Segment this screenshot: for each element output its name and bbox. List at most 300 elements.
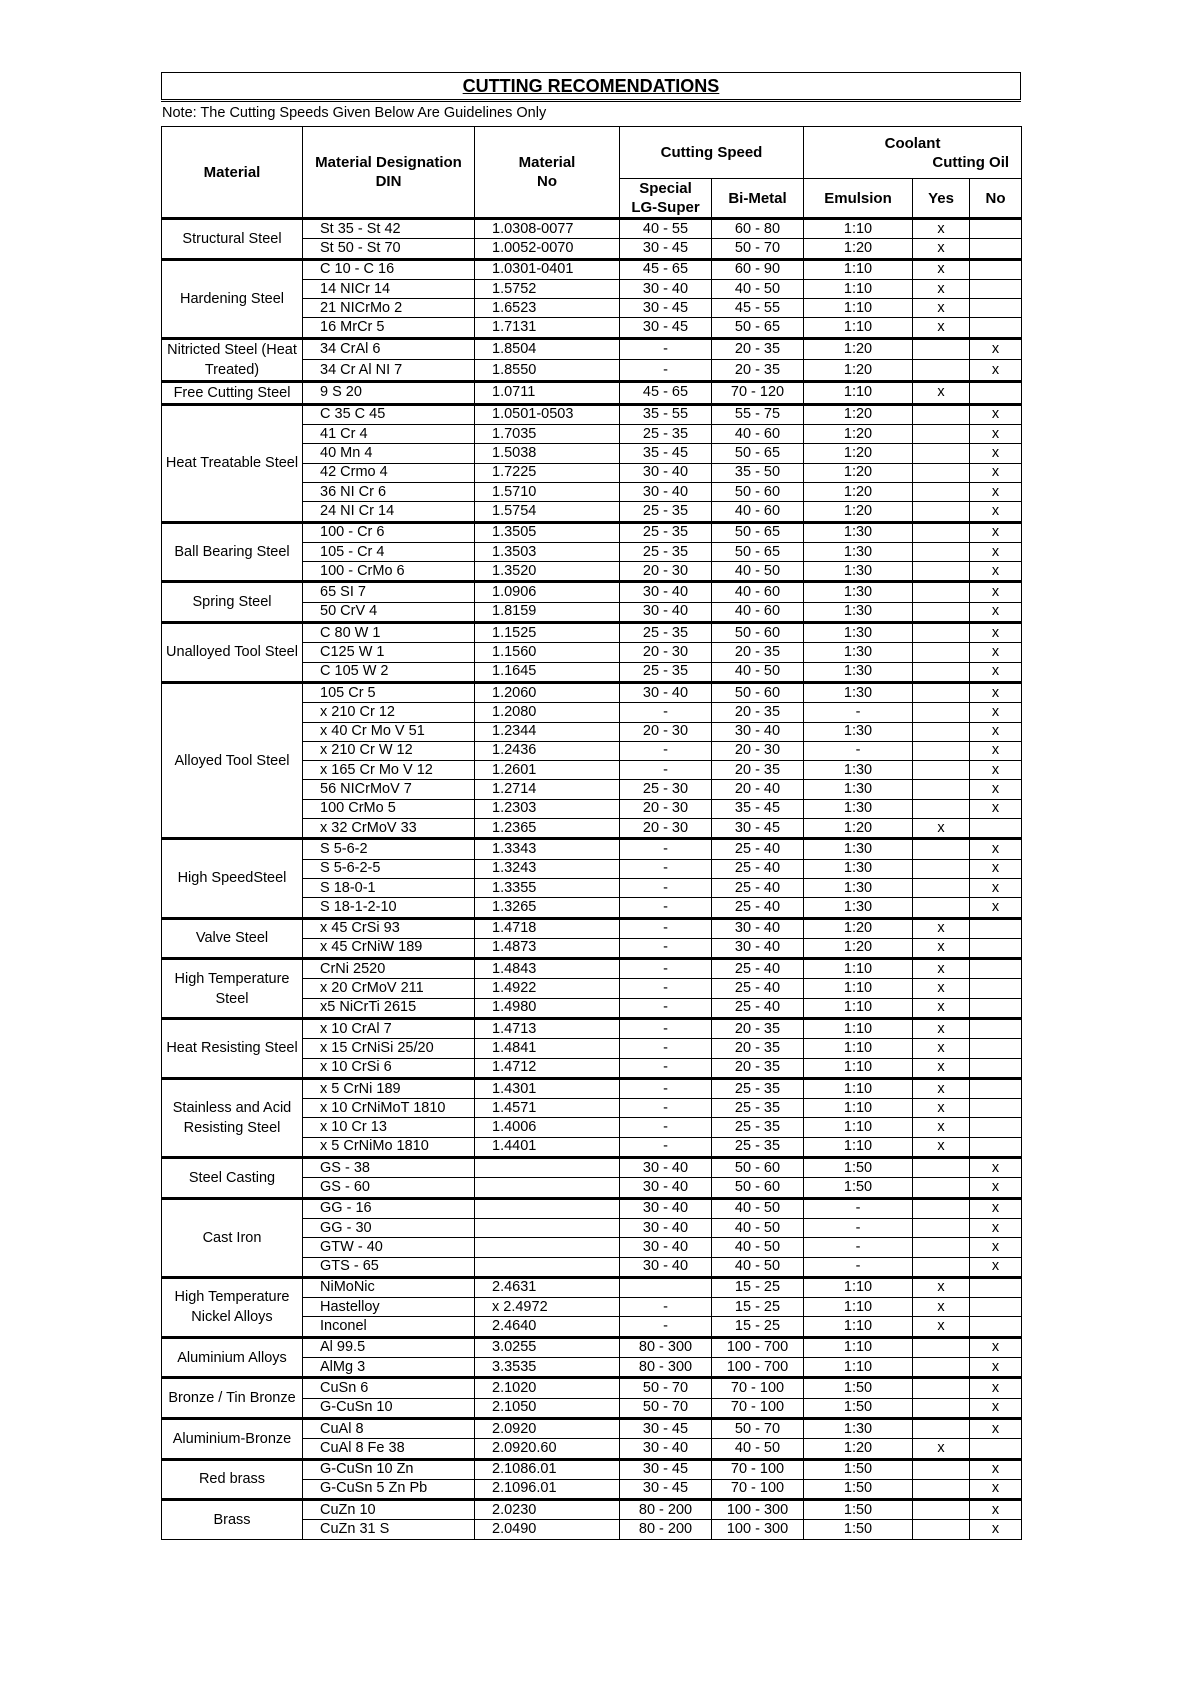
bimetal-speed-cell: 60 - 90 [712, 259, 804, 279]
special-speed-cell: 45 - 65 [620, 381, 712, 404]
designation-cell: 42 Crmo 4 [303, 463, 475, 482]
cutting-oil-no-cell: x [970, 1238, 1022, 1257]
cutting-oil-yes-cell: x [913, 1277, 970, 1297]
material-no-cell [475, 1238, 620, 1257]
material-no-cell: 1.3243 [475, 859, 620, 878]
cutting-oil-no-cell [970, 1317, 1022, 1337]
cutting-oil-yes-cell [913, 703, 970, 722]
material-name: High Temperature Nickel Alloys [162, 1277, 303, 1337]
cutting-oil-no-cell [970, 1058, 1022, 1078]
cutting-oil-no-cell: x [970, 1257, 1022, 1277]
designation-cell: 100 - CrMo 6 [303, 562, 475, 582]
material-no-cell [475, 1218, 620, 1237]
bimetal-speed-cell: 40 - 50 [712, 279, 804, 298]
special-speed-cell: - [620, 338, 712, 360]
emulsion-cell: 1:20 [804, 482, 913, 501]
bimetal-speed-cell: 40 - 60 [712, 602, 804, 622]
material-name: Bronze / Tin Bronze [162, 1378, 303, 1419]
cutting-oil-yes-cell [913, 582, 970, 602]
emulsion-cell: 1:10 [804, 299, 913, 318]
emulsion-cell: 1:10 [804, 318, 913, 338]
emulsion-cell: 1:30 [804, 643, 913, 662]
cutting-oil-no-cell [970, 1039, 1022, 1058]
bimetal-speed-cell: 40 - 60 [712, 425, 804, 444]
material-no-cell: 1.5754 [475, 502, 620, 522]
designation-cell: x 10 Cr 13 [303, 1118, 475, 1137]
table-row [162, 1277, 1022, 1297]
special-speed-cell: 45 - 65 [620, 259, 712, 279]
cutting-oil-yes-cell [913, 562, 970, 582]
header-material: Material [162, 127, 303, 219]
designation-cell: CrNi 2520 [303, 959, 475, 979]
cutting-oil-yes-cell [913, 722, 970, 741]
cutting-oil-no-cell: x [970, 662, 1022, 682]
bimetal-speed-cell: 100 - 700 [712, 1358, 804, 1378]
bimetal-speed-cell: 50 - 65 [712, 318, 804, 338]
emulsion-cell: 1:30 [804, 682, 913, 702]
material-group [162, 1158, 1022, 1199]
special-speed-cell: - [620, 1137, 712, 1157]
designation-cell: GTW - 40 [303, 1238, 475, 1257]
cutting-oil-yes-cell: x [913, 1018, 970, 1038]
cutting-oil-no-cell: x [970, 741, 1022, 760]
cutting-oil-yes-cell [913, 542, 970, 561]
header-designation-line1: Material Designation [315, 154, 462, 171]
table-row [162, 381, 1022, 404]
material-group [162, 839, 1022, 918]
cutting-oil-no-cell: x [970, 623, 1022, 643]
cutting-oil-no-cell: x [970, 502, 1022, 522]
special-speed-cell: 30 - 45 [620, 299, 712, 318]
emulsion-cell: 1:20 [804, 1439, 913, 1459]
header-special-line2: LG-Super [631, 199, 700, 216]
bimetal-speed-cell: 40 - 50 [712, 1218, 804, 1237]
material-no-cell: 1.8550 [475, 360, 620, 382]
bimetal-speed-cell: 20 - 35 [712, 1039, 804, 1058]
material-name: Aluminium-Bronze [162, 1418, 303, 1459]
cutting-oil-no-cell: x [970, 1378, 1022, 1398]
designation-cell: CuZn 31 S [303, 1520, 475, 1539]
material-no-cell [475, 1257, 620, 1277]
special-speed-cell: 30 - 40 [620, 1198, 712, 1218]
header-yes: Yes [913, 179, 970, 219]
bimetal-speed-cell: 15 - 25 [712, 1298, 804, 1317]
table-row [162, 1378, 1022, 1398]
bimetal-speed-cell: 25 - 35 [712, 1078, 804, 1098]
designation-cell: x5 NiCrTi 2615 [303, 998, 475, 1018]
material-no-cell: 1.4922 [475, 979, 620, 998]
cutting-oil-no-cell [970, 1137, 1022, 1157]
bimetal-speed-cell: 100 - 300 [712, 1520, 804, 1539]
header-cutting-oil: Cutting Oil [932, 153, 1010, 171]
bimetal-speed-cell: 25 - 35 [712, 1137, 804, 1157]
bimetal-speed-cell: 35 - 45 [712, 799, 804, 818]
bimetal-speed-cell: 40 - 50 [712, 662, 804, 682]
special-speed-cell: - [620, 878, 712, 897]
material-no-cell: 1.4718 [475, 918, 620, 938]
designation-cell: x 210 Cr 12 [303, 703, 475, 722]
bimetal-speed-cell: 20 - 35 [712, 1018, 804, 1038]
cutting-oil-no-cell [970, 1018, 1022, 1038]
table-row [162, 338, 1022, 360]
header-cutting-speed: Cutting Speed [620, 127, 804, 179]
material-no-cell: 2.1086.01 [475, 1459, 620, 1479]
bimetal-speed-cell: 30 - 40 [712, 938, 804, 958]
designation-cell: x 5 CrNi 189 [303, 1078, 475, 1098]
table-row [162, 404, 1022, 424]
bimetal-speed-cell: 35 - 50 [712, 463, 804, 482]
material-no-cell: x 2.4972 [475, 1298, 620, 1317]
cutting-oil-no-cell: x [970, 1198, 1022, 1218]
special-speed-cell: 30 - 45 [620, 1418, 712, 1438]
emulsion-cell: - [804, 1238, 913, 1257]
cutting-oil-no-cell: x [970, 1479, 1022, 1499]
table-header [162, 127, 1022, 219]
cutting-oil-yes-cell: x [913, 979, 970, 998]
special-speed-cell: - [620, 898, 712, 918]
material-group [162, 1378, 1022, 1419]
special-speed-cell: 20 - 30 [620, 722, 712, 741]
special-speed-cell: 30 - 45 [620, 1459, 712, 1479]
cutting-oil-no-cell: x [970, 761, 1022, 780]
table-row [162, 1158, 1022, 1178]
cutting-oil-yes-cell [913, 780, 970, 799]
special-speed-cell: - [620, 741, 712, 760]
cutting-oil-no-cell [970, 219, 1022, 239]
cutting-oil-no-cell: x [970, 1398, 1022, 1418]
emulsion-cell: 1:20 [804, 425, 913, 444]
bimetal-speed-cell: 15 - 25 [712, 1277, 804, 1297]
emulsion-cell: 1:10 [804, 1298, 913, 1317]
emulsion-cell: 1:10 [804, 1099, 913, 1118]
cutting-oil-no-cell: x [970, 562, 1022, 582]
table-row [162, 1337, 1022, 1357]
designation-cell: Al 99.5 [303, 1337, 475, 1357]
cutting-oil-no-cell [970, 979, 1022, 998]
material-no-cell [475, 1198, 620, 1218]
header-designation [303, 127, 475, 219]
special-speed-cell: 80 - 200 [620, 1500, 712, 1520]
cutting-oil-no-cell: x [970, 425, 1022, 444]
cutting-oil-yes-cell: x [913, 1078, 970, 1098]
material-no-cell: 1.5752 [475, 279, 620, 298]
emulsion-cell: 1:30 [804, 602, 913, 622]
cutting-oil-no-cell [970, 819, 1022, 839]
emulsion-cell: 1:50 [804, 1479, 913, 1499]
material-no-cell: 1.4006 [475, 1118, 620, 1137]
cutting-oil-yes-cell: x [913, 918, 970, 938]
cutting-oil-no-cell: x [970, 799, 1022, 818]
cutting-oil-yes-cell [913, 898, 970, 918]
special-speed-cell: 20 - 30 [620, 562, 712, 582]
material-no-cell: 2.1096.01 [475, 1479, 620, 1499]
designation-cell: x 10 CrAl 7 [303, 1018, 475, 1038]
emulsion-cell: 1:50 [804, 1378, 913, 1398]
cutting-oil-no-cell: x [970, 360, 1022, 382]
table-row [162, 918, 1022, 938]
material-group [162, 1277, 1022, 1337]
bimetal-speed-cell: 60 - 80 [712, 219, 804, 239]
bimetal-speed-cell: 20 - 35 [712, 1058, 804, 1078]
cutting-oil-no-cell [970, 259, 1022, 279]
bimetal-speed-cell: 20 - 30 [712, 741, 804, 760]
emulsion-cell: 1:10 [804, 219, 913, 239]
material-group [162, 1337, 1022, 1378]
material-group [162, 381, 1022, 404]
designation-cell: 100 - Cr 6 [303, 522, 475, 542]
designation-cell: G-CuSn 5 Zn Pb [303, 1479, 475, 1499]
material-no-cell: 1.3355 [475, 878, 620, 897]
header-bimetal: Bi-Metal [712, 179, 804, 219]
bimetal-speed-cell: 30 - 40 [712, 722, 804, 741]
emulsion-cell: 1:20 [804, 239, 913, 259]
bimetal-speed-cell: 100 - 700 [712, 1337, 804, 1357]
cutting-oil-no-cell [970, 1277, 1022, 1297]
emulsion-cell: - [804, 741, 913, 760]
material-group [162, 1500, 1022, 1540]
emulsion-cell: 1:30 [804, 839, 913, 859]
cutting-oil-no-cell [970, 299, 1022, 318]
bimetal-speed-cell: 20 - 35 [712, 338, 804, 360]
cutting-oil-no-cell: x [970, 878, 1022, 897]
special-speed-cell: - [620, 1078, 712, 1098]
table-row [162, 839, 1022, 859]
cutting-oil-no-cell [970, 239, 1022, 259]
special-speed-cell: 30 - 40 [620, 1178, 712, 1198]
bimetal-speed-cell: 20 - 35 [712, 761, 804, 780]
material-no-cell: 1.0052-0070 [475, 239, 620, 259]
material-no-cell: 1.3343 [475, 839, 620, 859]
table-row [162, 682, 1022, 702]
cutting-oil-yes-cell [913, 859, 970, 878]
special-speed-cell: 30 - 45 [620, 239, 712, 259]
special-speed-cell: - [620, 998, 712, 1018]
material-no-cell: 1.4401 [475, 1137, 620, 1157]
designation-cell: C125 W 1 [303, 643, 475, 662]
special-speed-cell: 50 - 70 [620, 1398, 712, 1418]
special-speed-cell: - [620, 859, 712, 878]
special-speed-cell: 25 - 35 [620, 542, 712, 561]
table-row [162, 1500, 1022, 1520]
emulsion-cell: 1:20 [804, 444, 913, 463]
emulsion-cell: 1:20 [804, 338, 913, 360]
cutting-oil-yes-cell [913, 463, 970, 482]
special-speed-cell: 25 - 35 [620, 623, 712, 643]
material-group [162, 918, 1022, 959]
designation-cell: Inconel [303, 1317, 475, 1337]
bimetal-speed-cell: 25 - 40 [712, 898, 804, 918]
material-name: Aluminium Alloys [162, 1337, 303, 1378]
cutting-table [161, 126, 1022, 1540]
cutting-oil-yes-cell: x [913, 1317, 970, 1337]
emulsion-cell: 1:10 [804, 1137, 913, 1157]
bimetal-speed-cell: 40 - 60 [712, 582, 804, 602]
bimetal-speed-cell: 50 - 70 [712, 239, 804, 259]
emulsion-cell: 1:30 [804, 761, 913, 780]
cutting-oil-yes-cell [913, 404, 970, 424]
cutting-oil-yes-cell: x [913, 959, 970, 979]
special-speed-cell: 25 - 35 [620, 502, 712, 522]
cutting-oil-no-cell: x [970, 1178, 1022, 1198]
cutting-oil-yes-cell [913, 643, 970, 662]
cutting-oil-yes-cell: x [913, 219, 970, 239]
cutting-oil-yes-cell [913, 878, 970, 897]
material-name: Brass [162, 1500, 303, 1540]
cutting-oil-yes-cell [913, 338, 970, 360]
emulsion-cell: 1:30 [804, 878, 913, 897]
designation-cell: C 10 - C 16 [303, 259, 475, 279]
special-speed-cell: 20 - 30 [620, 799, 712, 818]
cutting-oil-yes-cell [913, 839, 970, 859]
designation-cell: x 45 CrSi 93 [303, 918, 475, 938]
material-name: Free Cutting Steel [162, 381, 303, 404]
designation-cell: x 210 Cr W 12 [303, 741, 475, 760]
material-name: Heat Treatable Steel [162, 404, 303, 522]
cutting-oil-yes-cell [913, 502, 970, 522]
material-no-cell: 1.1525 [475, 623, 620, 643]
special-speed-cell: 30 - 40 [620, 279, 712, 298]
designation-cell: 100 CrMo 5 [303, 799, 475, 818]
emulsion-cell: 1:10 [804, 1058, 913, 1078]
bimetal-speed-cell: 100 - 300 [712, 1500, 804, 1520]
designation-cell: GTS - 65 [303, 1257, 475, 1277]
emulsion-cell: 1:30 [804, 859, 913, 878]
cutting-oil-yes-cell [913, 741, 970, 760]
special-speed-cell: 30 - 40 [620, 1218, 712, 1237]
designation-cell: x 40 Cr Mo V 51 [303, 722, 475, 741]
cutting-oil-yes-cell [913, 1238, 970, 1257]
designation-cell: St 50 - St 70 [303, 239, 475, 259]
cutting-oil-no-cell [970, 959, 1022, 979]
emulsion-cell: 1:20 [804, 360, 913, 382]
emulsion-cell: 1:10 [804, 1317, 913, 1337]
table-row [162, 522, 1022, 542]
designation-cell: CuZn 10 [303, 1500, 475, 1520]
bimetal-speed-cell: 15 - 25 [712, 1317, 804, 1337]
emulsion-cell: - [804, 703, 913, 722]
emulsion-cell: - [804, 1218, 913, 1237]
special-speed-cell: 80 - 300 [620, 1358, 712, 1378]
cutting-oil-yes-cell [913, 1358, 970, 1378]
bimetal-speed-cell: 25 - 40 [712, 859, 804, 878]
bimetal-speed-cell: 70 - 100 [712, 1378, 804, 1398]
emulsion-cell: 1:20 [804, 502, 913, 522]
bimetal-speed-cell: 50 - 65 [712, 444, 804, 463]
cutting-oil-yes-cell [913, 682, 970, 702]
material-group [162, 682, 1022, 838]
material-no-cell: 1.3503 [475, 542, 620, 561]
cutting-oil-yes-cell: x [913, 1099, 970, 1118]
special-speed-cell: 35 - 45 [620, 444, 712, 463]
cutting-oil-no-cell [970, 918, 1022, 938]
material-no-cell: 1.7225 [475, 463, 620, 482]
special-speed-cell: - [620, 1317, 712, 1337]
cutting-oil-no-cell: x [970, 682, 1022, 702]
cutting-oil-no-cell: x [970, 482, 1022, 501]
header-special [620, 179, 712, 219]
designation-cell: GS - 60 [303, 1178, 475, 1198]
cutting-oil-no-cell: x [970, 522, 1022, 542]
designation-cell: GG - 16 [303, 1198, 475, 1218]
designation-cell: 40 Mn 4 [303, 444, 475, 463]
cutting-oil-yes-cell: x [913, 1298, 970, 1317]
cutting-oil-yes-cell: x [913, 318, 970, 338]
material-no-cell: 1.4841 [475, 1039, 620, 1058]
emulsion-cell: 1:30 [804, 799, 913, 818]
header-coolant [804, 127, 1022, 179]
cutting-oil-no-cell: x [970, 1459, 1022, 1479]
material-no-cell: 1.4301 [475, 1078, 620, 1098]
material-group [162, 623, 1022, 683]
special-speed-cell: 30 - 40 [620, 682, 712, 702]
special-speed-cell: 80 - 200 [620, 1520, 712, 1539]
cutting-oil-no-cell: x [970, 582, 1022, 602]
emulsion-cell: 1:20 [804, 938, 913, 958]
material-no-cell: 1.4843 [475, 959, 620, 979]
emulsion-cell: 1:30 [804, 623, 913, 643]
special-speed-cell: 50 - 70 [620, 1378, 712, 1398]
material-no-cell: 1.3505 [475, 522, 620, 542]
bimetal-speed-cell: 50 - 60 [712, 623, 804, 643]
material-group [162, 1198, 1022, 1277]
emulsion-cell: 1:50 [804, 1459, 913, 1479]
designation-cell: S 18-1-2-10 [303, 898, 475, 918]
bimetal-speed-cell: 50 - 65 [712, 542, 804, 561]
designation-cell: CuSn 6 [303, 1378, 475, 1398]
designation-cell: S 5-6-2 [303, 839, 475, 859]
emulsion-cell: 1:30 [804, 662, 913, 682]
special-speed-cell: 30 - 40 [620, 463, 712, 482]
special-speed-cell: - [620, 1118, 712, 1137]
material-no-cell: 1.2365 [475, 819, 620, 839]
cutting-oil-yes-cell: x [913, 1118, 970, 1137]
cutting-oil-yes-cell: x [913, 381, 970, 404]
cutting-oil-yes-cell [913, 444, 970, 463]
table-row [162, 1198, 1022, 1218]
material-no-cell: 1.2303 [475, 799, 620, 818]
emulsion-cell: 1:10 [804, 1018, 913, 1038]
designation-cell: x 32 CrMoV 33 [303, 819, 475, 839]
material-group [162, 582, 1022, 623]
material-no-cell: 3.0255 [475, 1337, 620, 1357]
special-speed-cell: - [620, 703, 712, 722]
cutting-oil-no-cell: x [970, 859, 1022, 878]
designation-cell: x 20 CrMoV 211 [303, 979, 475, 998]
material-name: Structural Steel [162, 219, 303, 260]
emulsion-cell: 1:10 [804, 959, 913, 979]
special-speed-cell: - [620, 938, 712, 958]
cutting-oil-yes-cell [913, 1479, 970, 1499]
note-text: Note: The Cutting Speeds Given Below Are Guidelines Only [162, 105, 547, 121]
designation-cell: GG - 30 [303, 1218, 475, 1237]
cutting-oil-no-cell [970, 381, 1022, 404]
material-no-cell: 1.7035 [475, 425, 620, 444]
material-no-cell: 2.0920.60 [475, 1439, 620, 1459]
table-row [162, 1078, 1022, 1098]
cutting-oil-yes-cell: x [913, 819, 970, 839]
bimetal-speed-cell: 50 - 60 [712, 482, 804, 501]
special-speed-cell: 30 - 40 [620, 482, 712, 501]
material-no-cell: 1.4873 [475, 938, 620, 958]
designation-cell: 34 Cr Al NI 7 [303, 360, 475, 382]
cutting-oil-yes-cell [913, 761, 970, 780]
bimetal-speed-cell: 30 - 40 [712, 918, 804, 938]
cutting-oil-yes-cell: x [913, 938, 970, 958]
emulsion-cell: 1:10 [804, 259, 913, 279]
designation-cell: CuAl 8 Fe 38 [303, 1439, 475, 1459]
special-speed-cell: 30 - 45 [620, 318, 712, 338]
special-speed-cell: - [620, 839, 712, 859]
